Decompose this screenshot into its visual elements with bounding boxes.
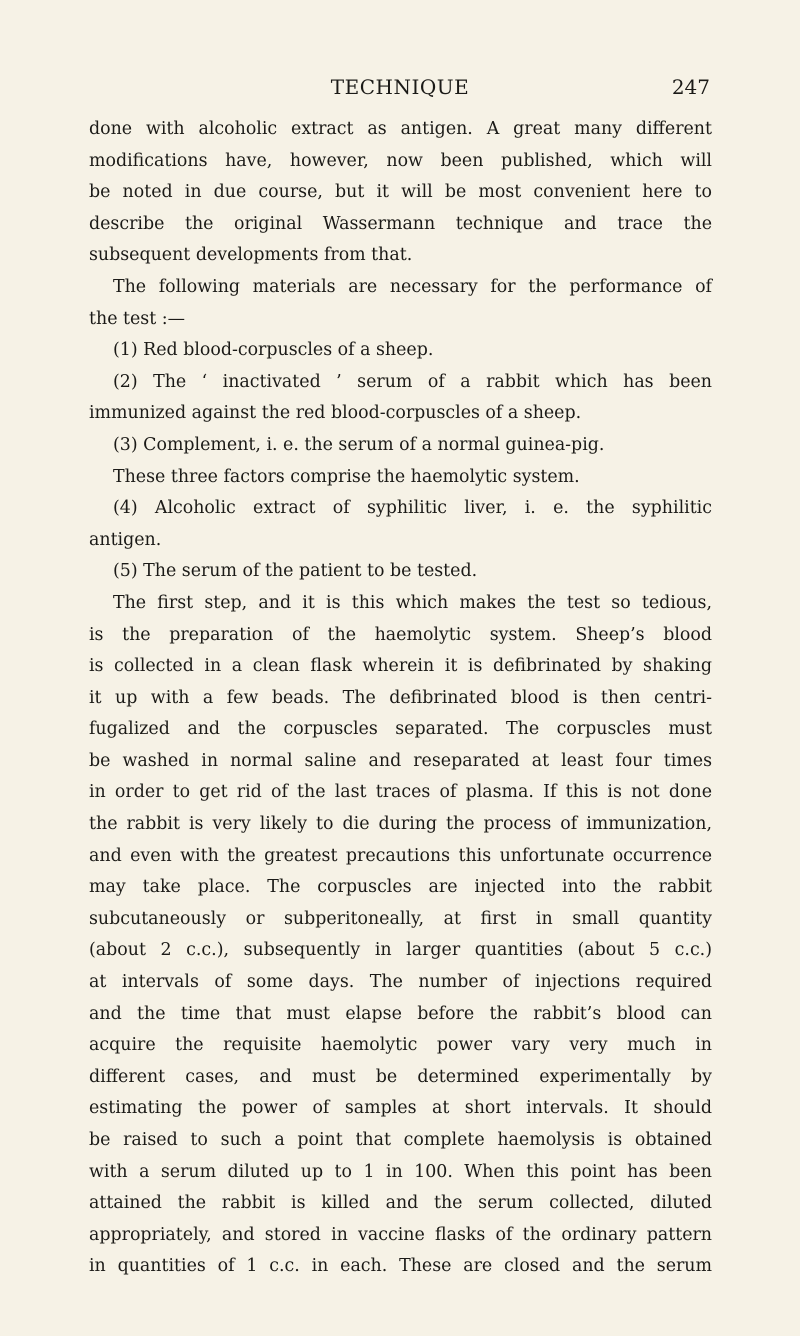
- text-line: appropriately, and stored in vaccine flasks of the ordinary pattern: [89, 1224, 712, 1245]
- text-line: acquire the requisite haemolytic power vary very much in: [89, 1035, 712, 1056]
- text-line: (1) Red blood-corpuscles of a sheep.: [113, 340, 434, 361]
- text-line: is the preparation of the haemolytic system. Sheep’s blood: [89, 624, 712, 645]
- text-line: done with alcoholic extract as antigen. A great many different: [89, 119, 712, 139]
- text-line: in quantities of 1 c.c. in each. These are closed and the serum: [89, 1256, 712, 1277]
- text-line: at intervals of some days. The number of injections required: [89, 972, 712, 993]
- text-line: modifications have, however, now been published, which will: [89, 150, 712, 171]
- text-line: subcutaneously or subperitoneally, at first in small quantity: [89, 908, 712, 929]
- text-line: different cases, and must be determined experimentally by: [89, 1066, 712, 1087]
- text-line: in order to get rid of the last traces of plasma. If this is not done: [89, 782, 712, 803]
- text-line: subsequent developments from that.: [89, 245, 413, 266]
- text-line: the test :—: [89, 308, 185, 329]
- text-line: fugalized and the corpuscles separated. The corpuscles must: [89, 719, 712, 740]
- text-line: be noted in due course, but it will be most convenient here to: [89, 182, 712, 203]
- text-line: is collected in a clean flask wherein it is defibrinated by shaking: [89, 656, 712, 677]
- text-line: and even with the greatest precautions this unfortunate occurrence: [89, 845, 712, 866]
- running-title: TECHNIQUE: [330, 75, 470, 99]
- text-line: The following materials are necessary for the performance of: [113, 276, 712, 297]
- text-line: These three factors comprise the haemolytic system.: [113, 466, 580, 487]
- text-line: (5) The serum of the patient to be tested.: [113, 561, 478, 582]
- text-line: and the time that must elapse before the rabbit’s blood can: [89, 1003, 712, 1024]
- text-line: be washed in normal saline and reseparated at least four times: [89, 750, 712, 771]
- text-line: with a serum diluted up to 1 in 100. When this point has been: [89, 1161, 712, 1182]
- text-line: may take place. The corpuscles are injected into the rabbit: [89, 877, 712, 898]
- text-line: (4) Alcoholic extract of syphilitic liver, i. e. the syphilitic: [113, 498, 712, 519]
- text-line: antigen.: [89, 529, 162, 550]
- text-line: attained the rabbit is killed and the serum collected, diluted: [89, 1193, 712, 1214]
- text-line: (2) The ‘ inactivated ’ serum of a rabbit which has been: [113, 371, 712, 392]
- text-line: (3) Complement, i. e. the serum of a normal guinea-pig.: [113, 434, 605, 455]
- text-line: immunized against the red blood-corpuscles of a sheep.: [89, 403, 582, 424]
- text-line: it up with a few beads. The defibrinated blood is then centri-: [89, 687, 712, 708]
- text-line: be raised to such a point that complete haemolysis is obtained: [89, 1130, 712, 1150]
- body-text: [89, 114, 712, 1283]
- text-line: (about 2 c.c.), subsequently in larger quantities (about 5 c.c.): [89, 940, 712, 961]
- text-line: the rabbit is very likely to die during the process of immunization,: [89, 814, 712, 835]
- text-line: describe the original Wassermann technique and trace the: [89, 213, 712, 234]
- running-head: [90, 72, 710, 102]
- text-line: estimating the power of samples at short intervals. It should: [89, 1098, 712, 1119]
- page-number: 247: [671, 75, 710, 99]
- text-line: The first step, and it is this which makes the test so tedious,: [113, 592, 712, 613]
